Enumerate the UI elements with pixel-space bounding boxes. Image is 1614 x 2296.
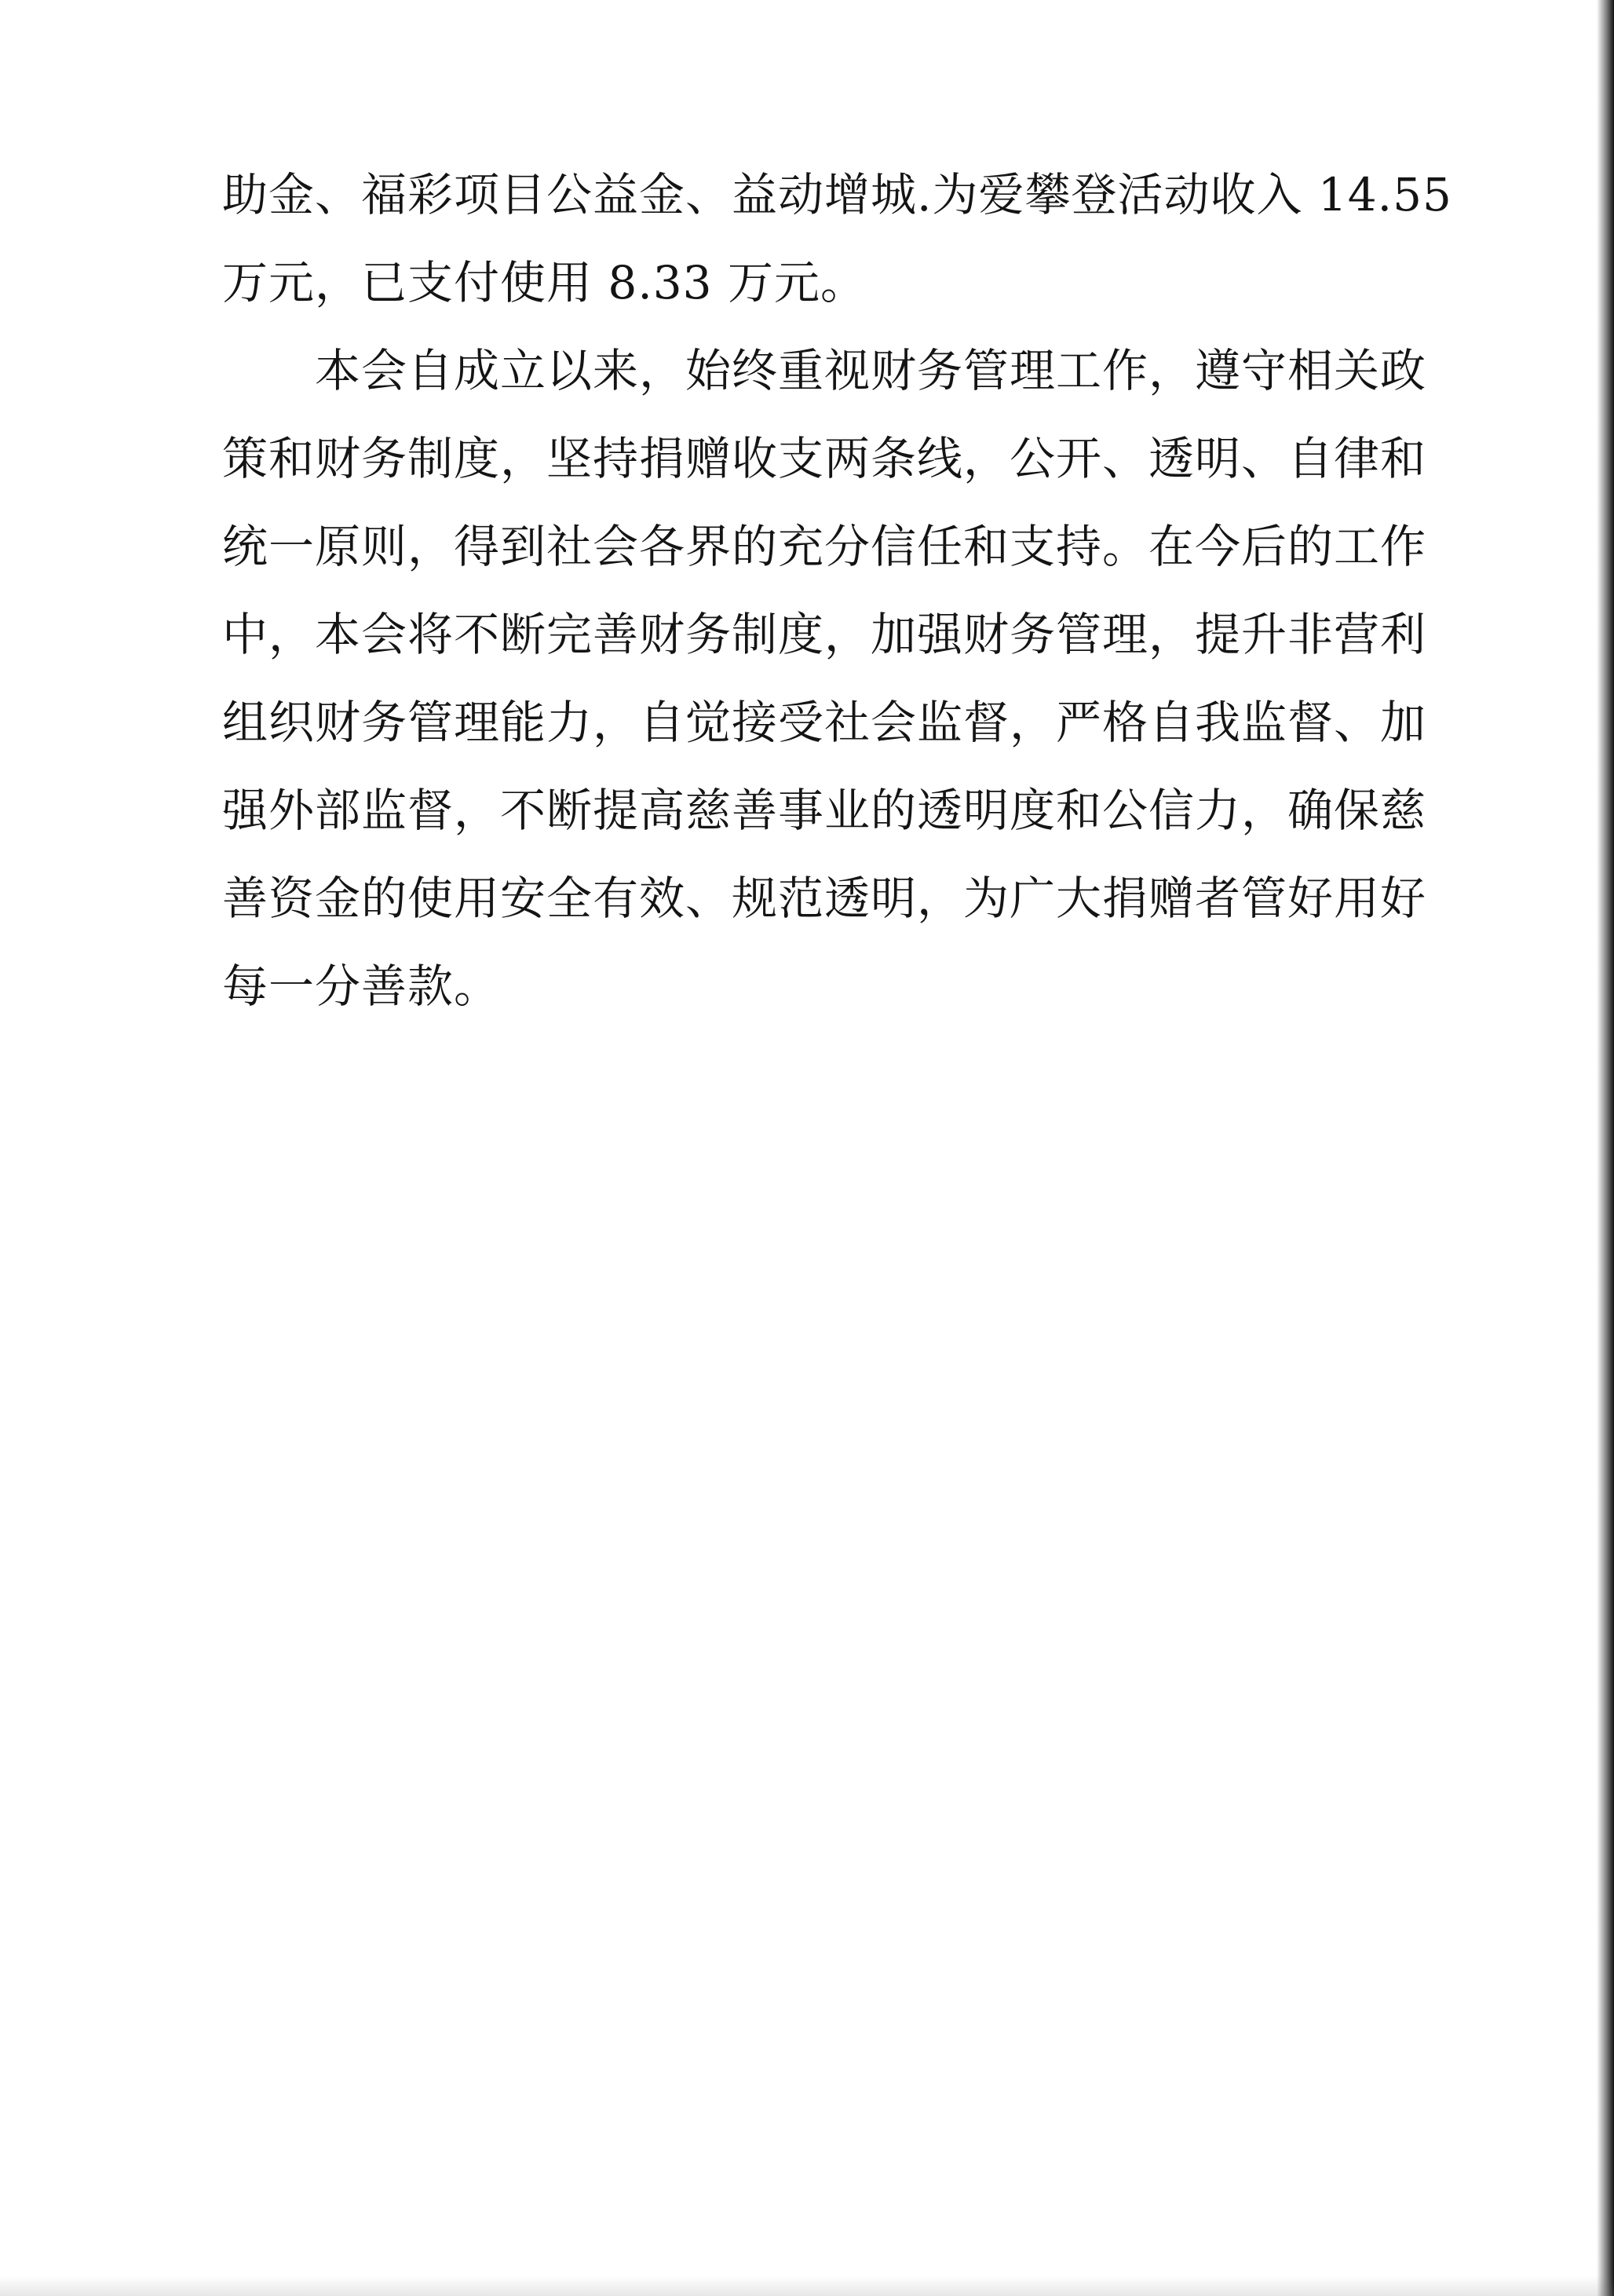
text-line-1: 助金、福彩项目公益金、益动增城.为爱攀登活动收入 14.55 [222,168,1452,221]
text-line-6: 中，本会将不断完善财务制度，加强财务管理，提升非营利 [222,608,1427,661]
text-line-7: 组织财务管理能力，自觉接受社会监督，严格自我监督、加 [222,696,1427,749]
text-line-8: 强外部监督，不断提高慈善事业的透明度和公信力，确保慈 [222,784,1427,837]
text-line-5: 统一原则，得到社会各界的充分信任和支持。在今后的工作 [222,520,1427,573]
text-line-2: 万元，已支付使用 8.33 万元。 [222,256,867,309]
scan-edge-shadow [1597,0,1614,2296]
body-text [222,151,1452,1030]
scan-bottom-shadow [0,2276,1614,2296]
text-line-9: 善资金的使用安全有效、规范透明，为广大捐赠者管好用好 [222,872,1427,925]
text-line-3: 本会自成立以来，始终重视财务管理工作，遵守相关政 [222,344,1427,397]
text-line-4: 策和财务制度，坚持捐赠收支两条线，公开、透明、自律和 [222,432,1427,485]
text-line-10: 每一分善款。 [222,960,501,1013]
